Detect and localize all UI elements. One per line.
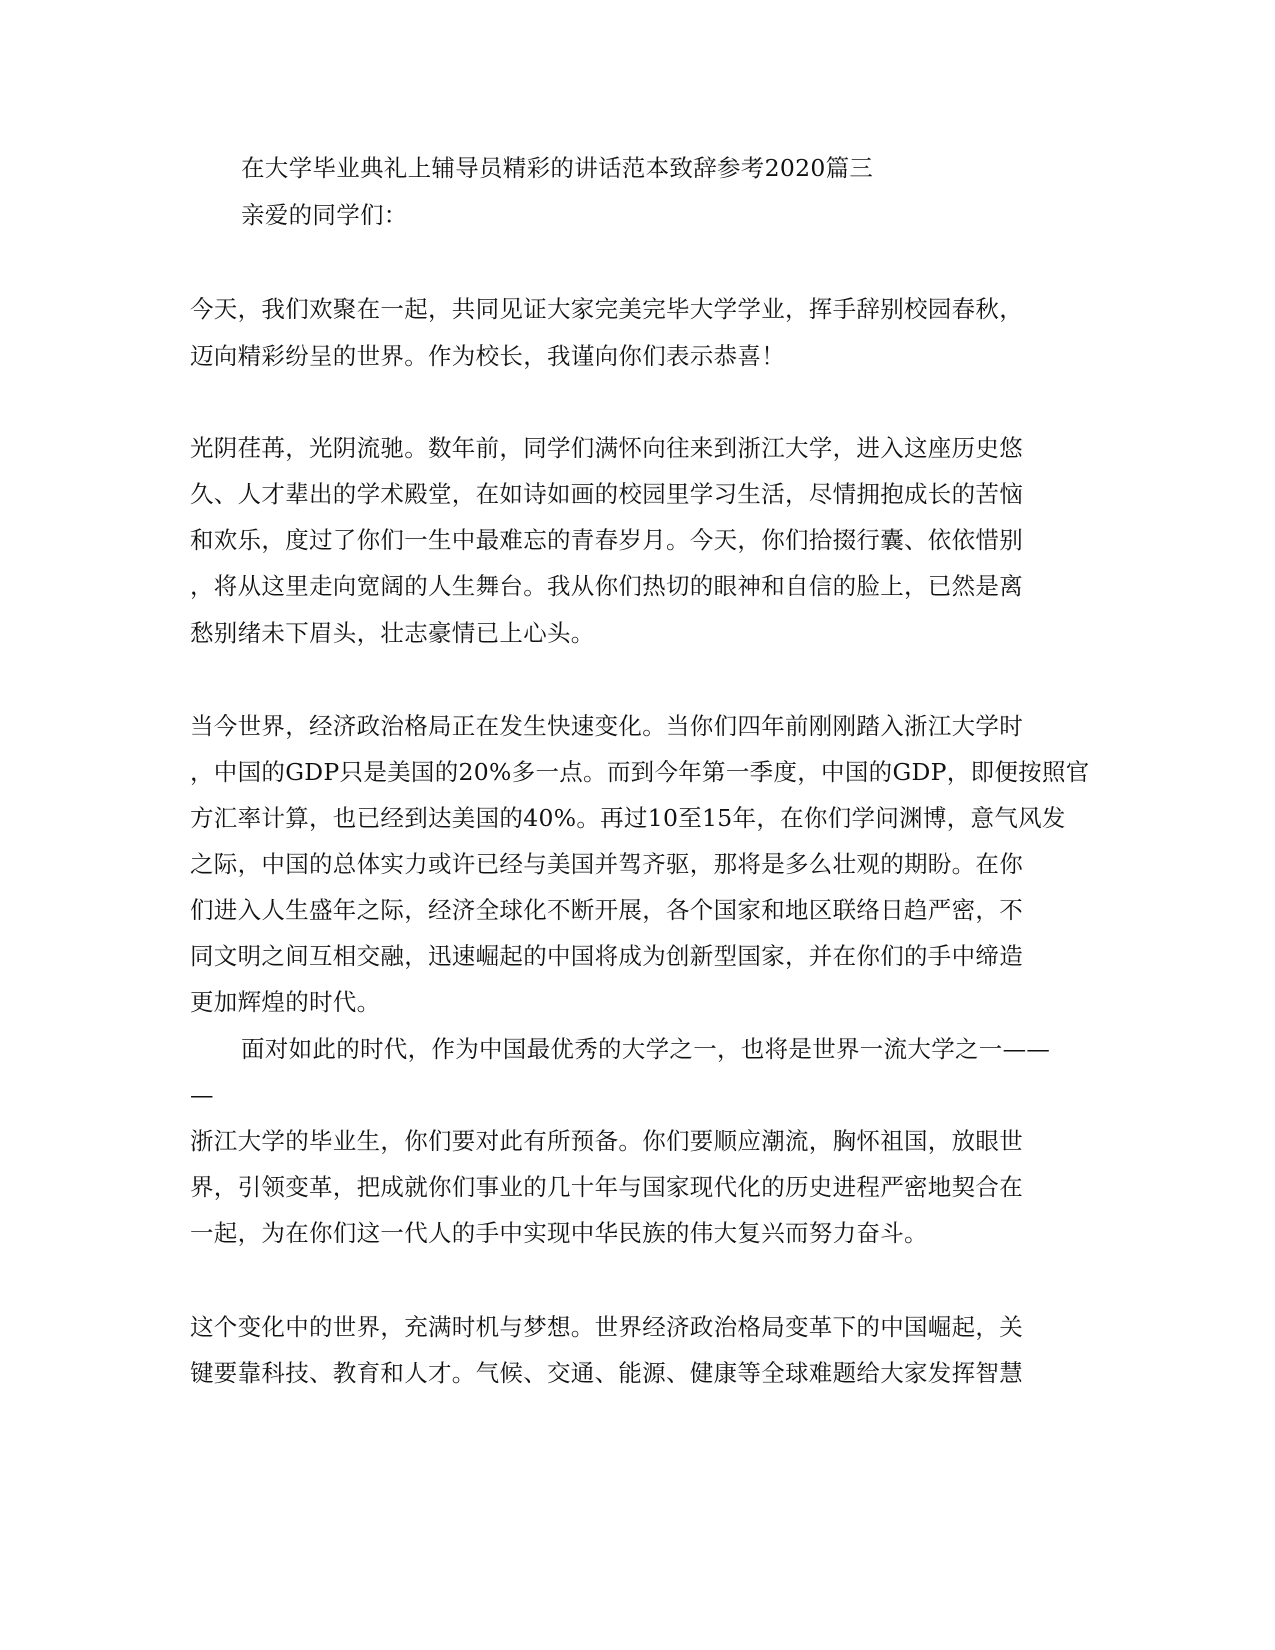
text-line: 一起，为在你们这一代人的手中实现中华民族的伟大复兴而努力奋斗。 bbox=[190, 1219, 928, 1247]
text-line: 面对如此的时代，作为中国最优秀的大学之一，也将是世界一流大学之一—— bbox=[241, 1035, 1051, 1063]
text-line: 迈向精彩纷呈的世界。作为校长，我谨向你们表示恭喜！ bbox=[190, 342, 785, 370]
text-line: — bbox=[190, 1081, 214, 1109]
text-line: 久、人才辈出的学术殿堂，在如诗如画的校园里学习生活，尽情拥抱成长的苦恼 bbox=[190, 480, 1023, 508]
text-line: 们进入人生盛年之际，经济全球化不断开展，各个国家和地区联络日趋严密，不 bbox=[190, 896, 1023, 924]
text-line: 同文明之间互相交融，迅速崛起的中国将成为创新型国家，并在你们的手中缔造 bbox=[190, 942, 1023, 970]
text-line: 键要靠科技、教育和人才。气候、交通、能源、健康等全球难题给大家发挥智慧 bbox=[190, 1359, 1023, 1387]
text-line: ，将从这里走向宽阔的人生舞台。我从你们热切的眼神和自信的脸上，已然是离 bbox=[190, 572, 1023, 600]
salutation: 亲爱的同学们： bbox=[241, 201, 408, 229]
text-line: 愁别绪未下眉头，壮志豪情已上心头。 bbox=[190, 619, 595, 647]
text-line: 和欢乐，度过了你们一生中最难忘的青春岁月。今天，你们拾掇行囊、依依惜别 bbox=[190, 526, 1023, 554]
text-line: 方汇率计算，也已经到达美国的40%。再过10至15年，在你们学问渊博，意气风发 bbox=[190, 804, 1066, 832]
text-line: 今天，我们欢聚在一起，共同见证大家完美完毕大学学业，挥手辞别校园春秋， bbox=[190, 295, 1023, 323]
text-line: 更加辉煌的时代。 bbox=[190, 988, 381, 1016]
text-line: 界，引领变革，把成就你们事业的几十年与国家现代化的历史进程严密地契合在 bbox=[190, 1173, 1023, 1201]
text-line: 这个变化中的世界，充满时机与梦想。世界经济政治格局变革下的中国崛起，关 bbox=[190, 1313, 1023, 1341]
text-line: 光阴荏苒，光阴流驰。数年前，同学们满怀向往来到浙江大学，进入这座历史悠 bbox=[190, 434, 1023, 462]
text-line: 之际，中国的总体实力或许已经与美国并驾齐驱，那将是多么壮观的期盼。在你 bbox=[190, 850, 1023, 878]
document-title: 在大学毕业典礼上辅导员精彩的讲话范本致辞参考2020篇三 bbox=[241, 154, 874, 182]
text-line: ，中国的GDP只是美国的20%多一点。而到今年第一季度，中国的GDP，即便按照官 bbox=[190, 758, 1090, 786]
text-line: 浙江大学的毕业生，你们要对此有所预备。你们要顺应潮流，胸怀祖国，放眼世 bbox=[190, 1127, 1023, 1155]
text-line: 当今世界，经济政治格局正在发生快速变化。当你们四年前刚刚踏入浙江大学时 bbox=[190, 712, 1023, 740]
